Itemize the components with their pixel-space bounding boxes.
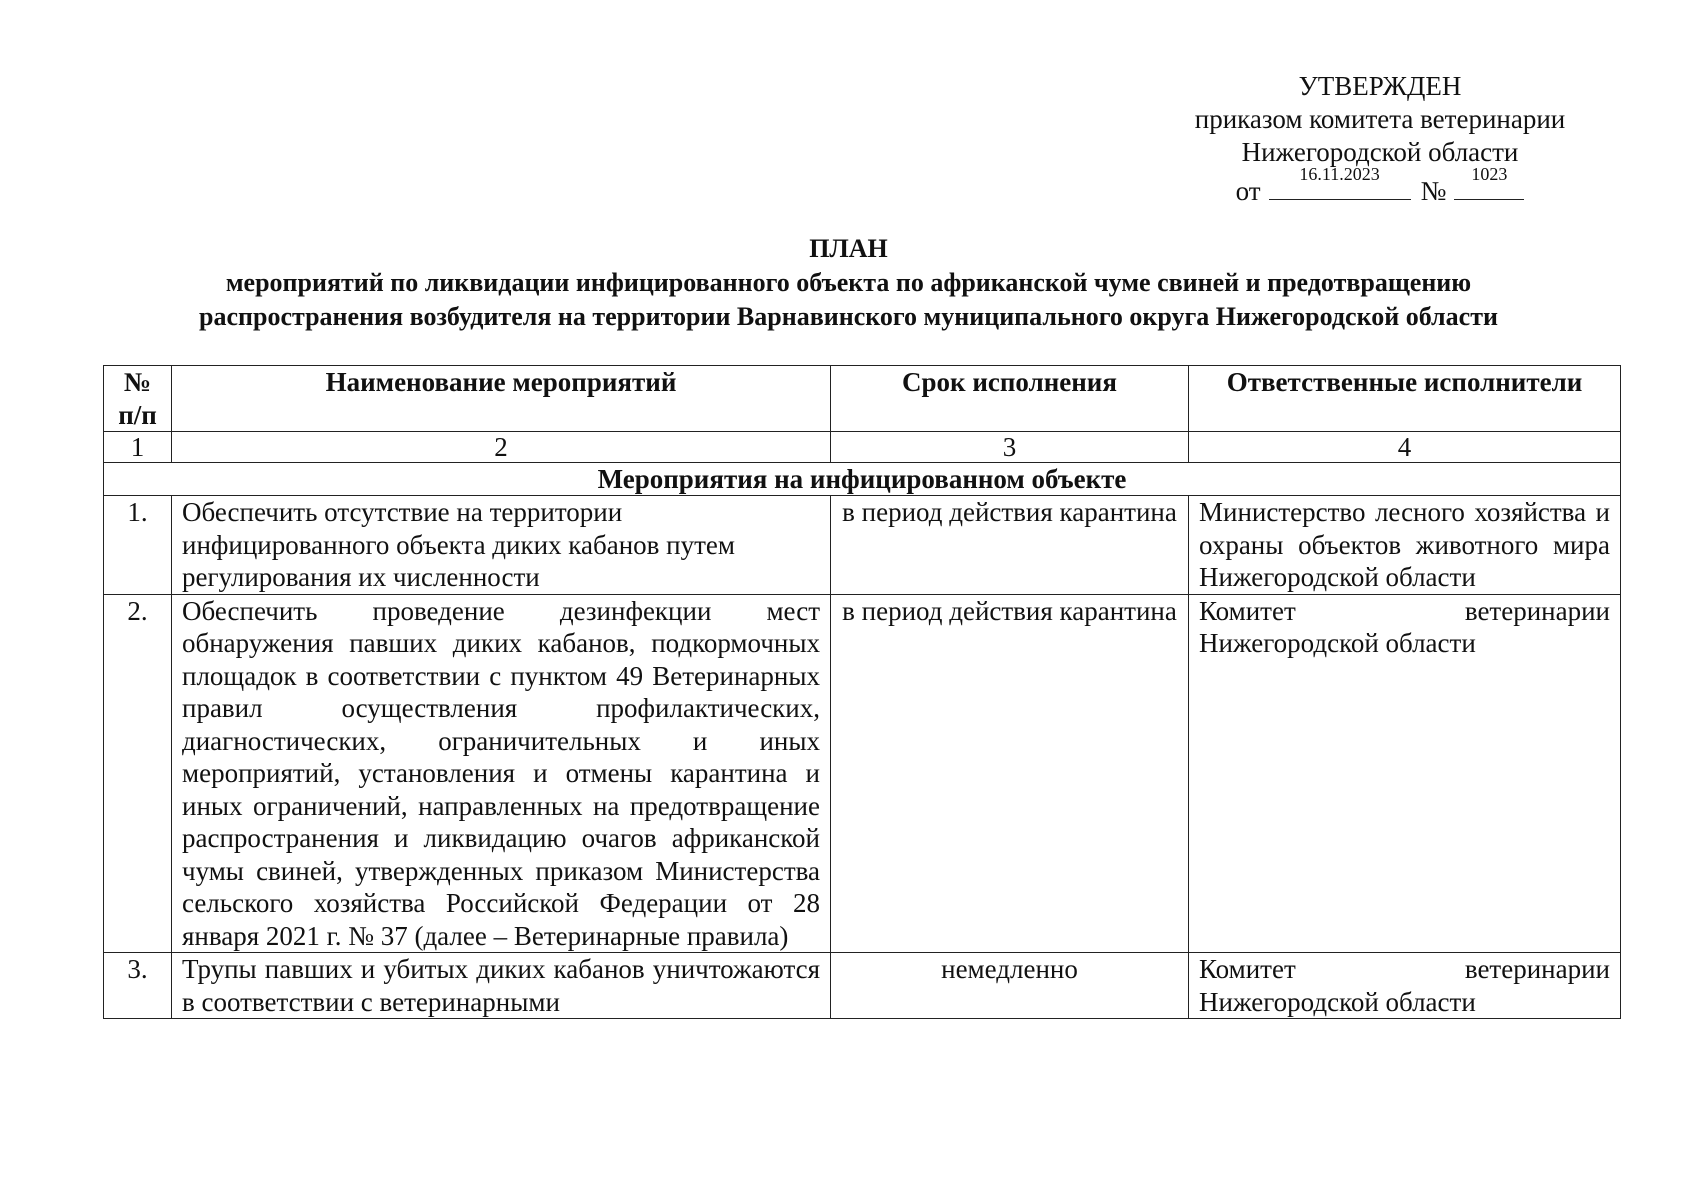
row-name: Обеспечить проведение дезинфекции мест обнаружения павших диких кабанов, подкормочных площадок в соответствии с пунктом 49 Ветеринарных правил осуществления профилактических, диагностических, ограничительных и иных мероприятий, установления и отмены карантина и иных ограничений, направленных на предотвращение распространения и ликвидацию очагов африканской чумы свиней, утвержденных приказом Министерства сельского хозяйства Российской Федерации от 28 января 2021 г. № 37 (далее – Ветеринарные правила) xyxy=(172,594,831,953)
section-row xyxy=(104,463,1621,496)
row-name: Трупы павших и убитых диких кабанов уничтожаются в соответствии с ветеринарными xyxy=(172,953,831,1019)
approval-stamp xyxy=(1130,70,1630,208)
approval-number-label: № xyxy=(1420,176,1447,206)
document-title xyxy=(0,232,1697,334)
row-responsible: Комитет ветеринарии Нижегородской области xyxy=(1189,594,1621,953)
approval-number-value: 1023 xyxy=(1471,164,1508,184)
row-num: 3. xyxy=(104,953,172,1019)
approval-number-field xyxy=(1454,164,1524,200)
approval-title: УТВЕРЖДЕН xyxy=(1298,71,1462,101)
header-name: Наименование мероприятий xyxy=(172,366,831,432)
table-row xyxy=(104,953,1621,1019)
row-term: немедленно xyxy=(831,953,1189,1019)
row-num: 2. xyxy=(104,594,172,953)
title-heading: ПЛАН xyxy=(809,234,888,263)
column-number: 4 xyxy=(1189,432,1621,463)
section-title: Мероприятия на инфицированном объекте xyxy=(104,463,1621,496)
header-responsible: Ответственные исполнители xyxy=(1189,366,1621,432)
column-number: 3 xyxy=(831,432,1189,463)
approval-date-row xyxy=(1130,164,1630,208)
table-header-row xyxy=(104,366,1621,432)
title-line-1: мероприятий по ликвидации инфицированного объекта по африканской чуме свиней и предотвращению xyxy=(225,268,1472,297)
column-number: 1 xyxy=(104,432,172,463)
table-row xyxy=(104,594,1621,953)
title-line-2: распространения возбудителя на территории Варнавинского муниципального округа Нижегородской области xyxy=(199,302,1498,331)
row-term: в период действия карантина xyxy=(831,496,1189,595)
header-num: № п/п xyxy=(104,366,172,432)
row-responsible: Комитет ветеринарии Нижегородской области xyxy=(1189,953,1621,1019)
column-number: 2 xyxy=(172,432,831,463)
approval-order-line: приказом комитета ветеринарии xyxy=(1194,104,1566,134)
row-name: Обеспечить отсутствие на территории инфицированного объекта диких кабанов путем регулирования их численности xyxy=(172,496,831,595)
plan-table xyxy=(103,365,1621,1019)
approval-region-line: Нижегородской области xyxy=(1241,137,1519,167)
approval-date-value: 16.11.2023 xyxy=(1299,164,1380,184)
column-number-row xyxy=(104,432,1621,463)
approval-date-field xyxy=(1269,164,1411,200)
header-term: Срок исполнения xyxy=(831,366,1189,432)
table-row xyxy=(104,496,1621,595)
row-term: в период действия карантина xyxy=(831,594,1189,953)
approval-from-label: от xyxy=(1235,176,1261,206)
row-responsible: Министерство лесного хозяйства и охраны объектов животного мира Нижегородской области xyxy=(1189,496,1621,595)
row-num: 1. xyxy=(104,496,172,595)
